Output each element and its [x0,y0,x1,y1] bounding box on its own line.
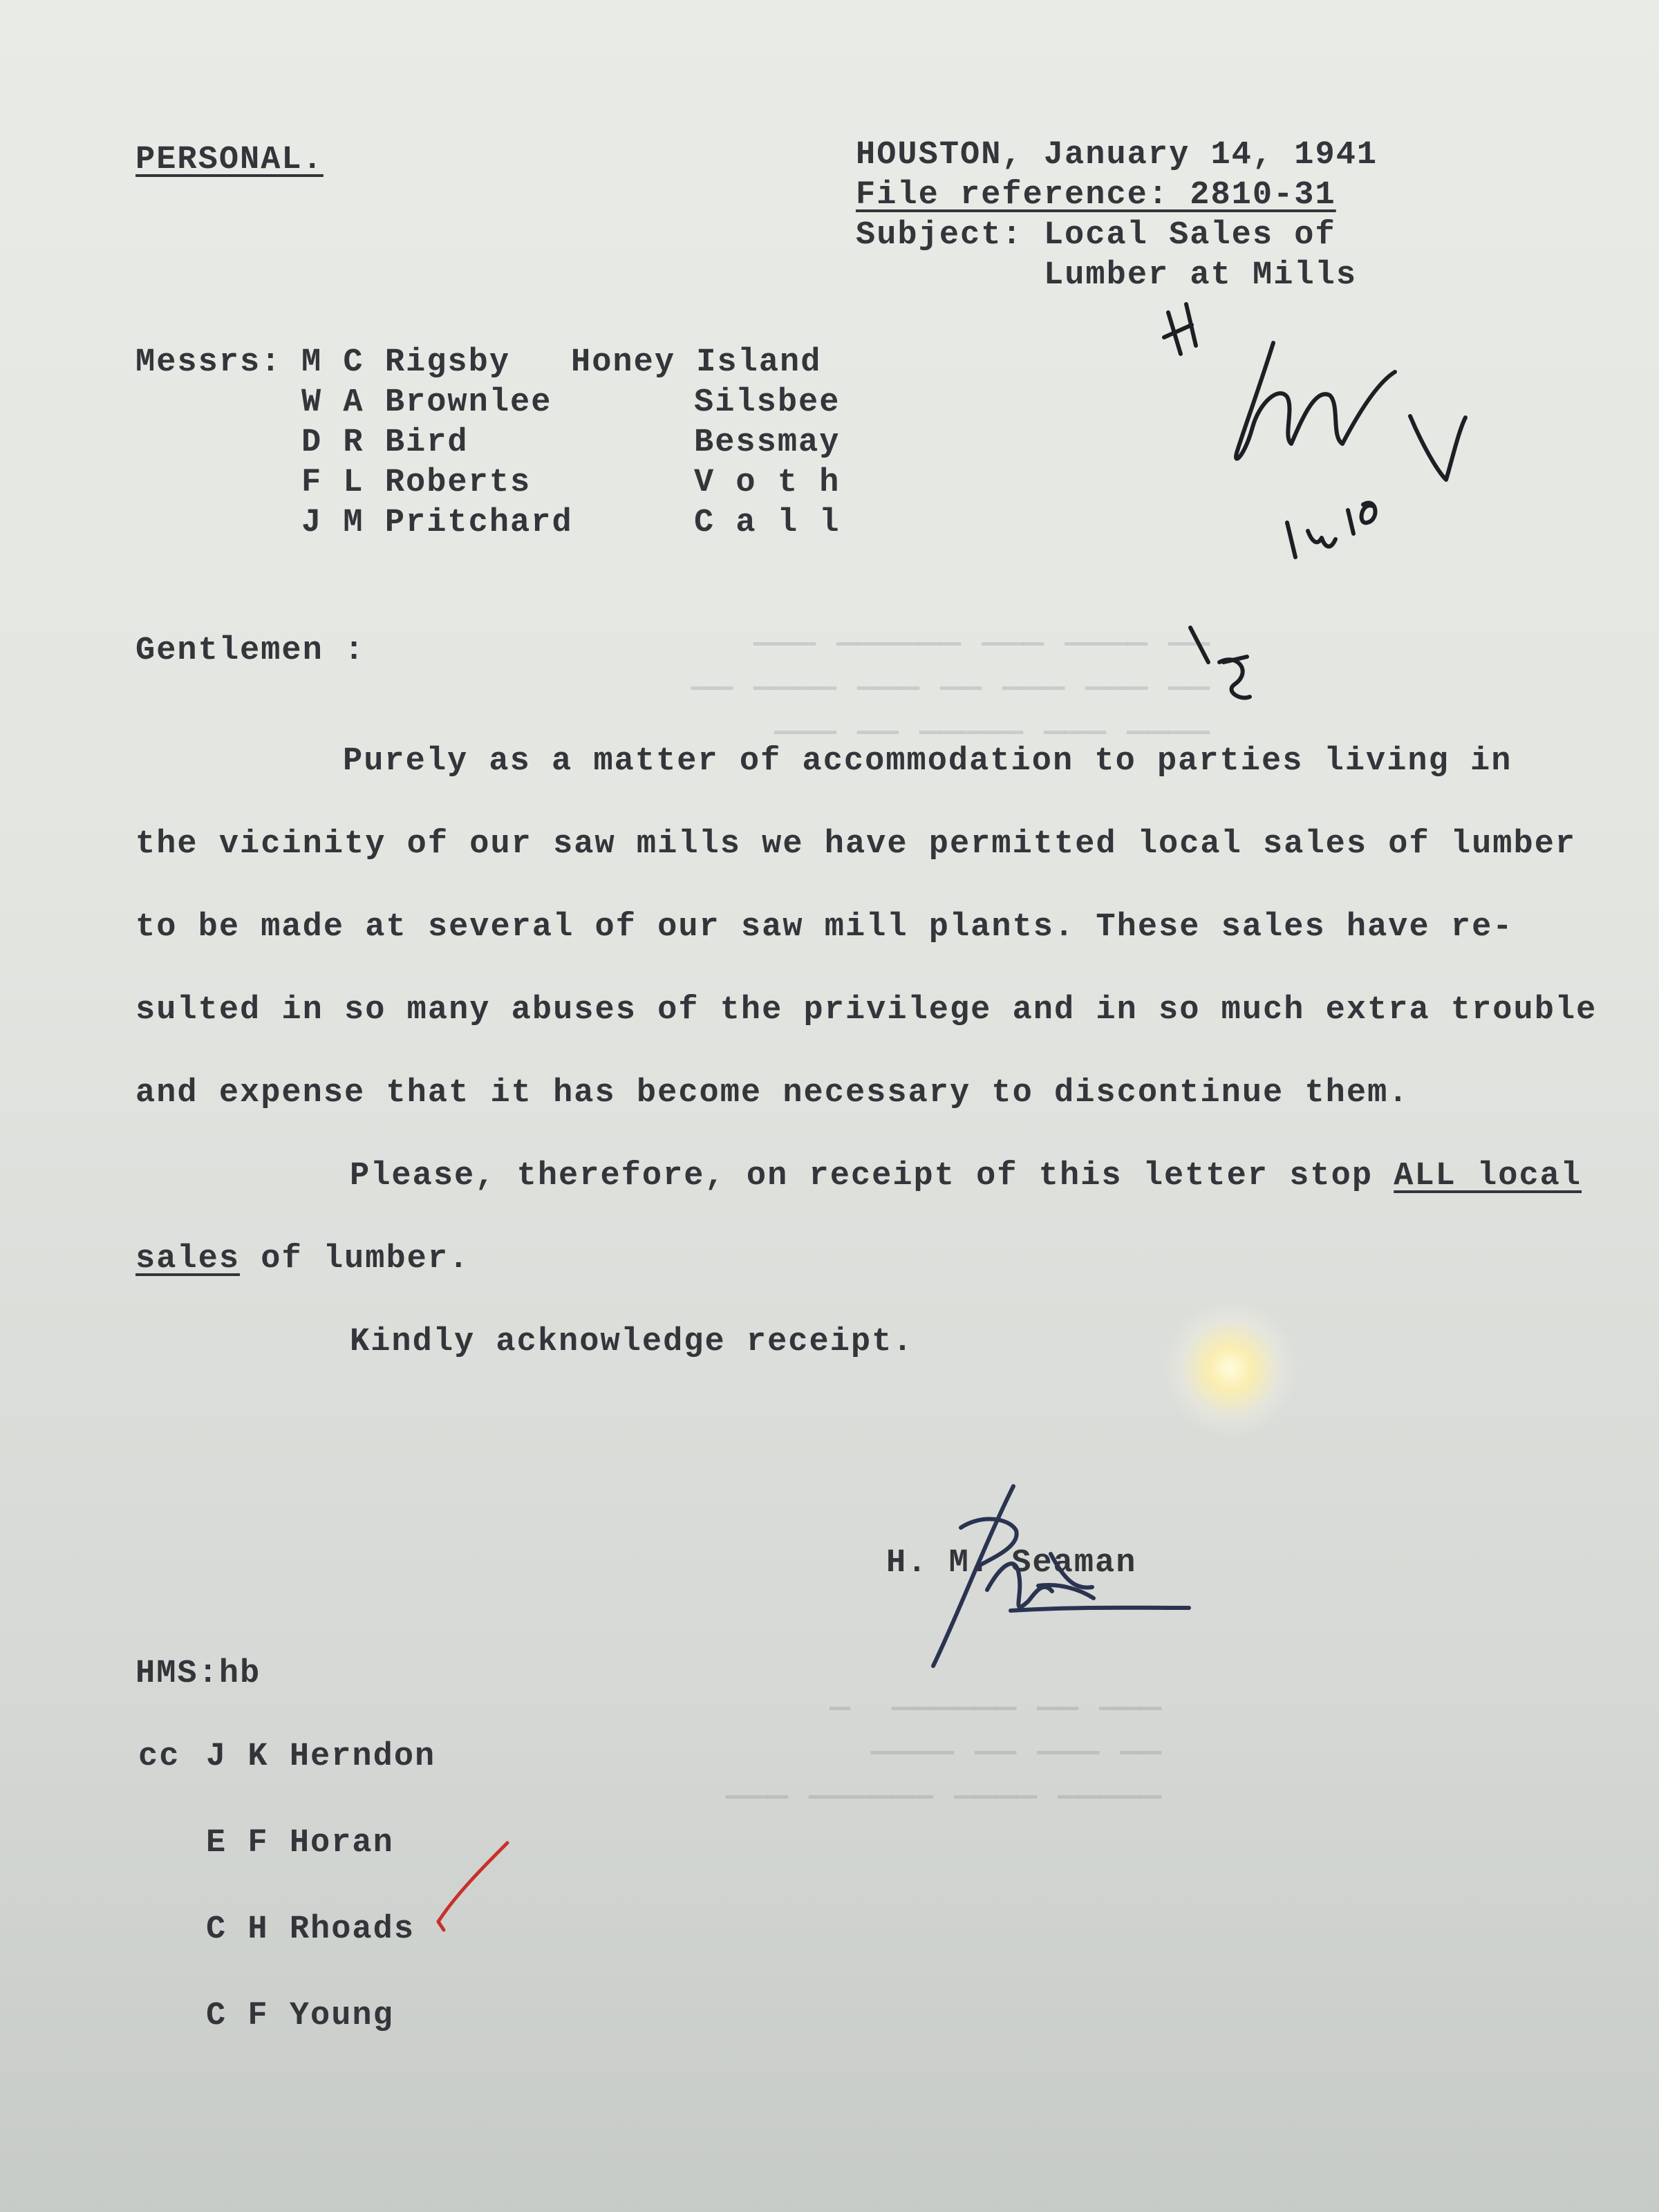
typed-signature-name: H. M. Seaman [886,1545,1137,1582]
handwritten-annotation-icon [1164,304,1465,697]
salutation: Gentlemen : [135,632,366,669]
red-check-mark-icon [438,1843,507,1930]
underlined-emphasis: sales [135,1241,241,1277]
typist-initials: HMS:hb [135,1656,261,1692]
body-text: Please, therefore, on receipt of this letter stop [350,1158,1394,1194]
underlined-emphasis: ALL local [1394,1158,1582,1194]
cc-prefix: cc [138,1738,180,1775]
addressee-name: D R Bird [301,424,469,461]
body-line: Purely as a matter of accommodation to parties living in [343,743,1512,780]
addressee-name: M C Rigsby [301,344,511,381]
cc-name: J K Herndon [206,1738,436,1775]
place-date: HOUSTON, January 14, 1941 [856,137,1378,174]
body-line: Kindly acknowledge receipt. [350,1324,914,1360]
signature-mark-icon [933,1486,1189,1666]
addressee-place: Honey Island [571,344,822,381]
subject-line-1: Subject: Local Sales of [856,217,1336,254]
cc-name: C F Young [206,1998,394,2034]
body-line: sulted in so many abuses of the privilege and in so much extra trouble [135,992,1597,1029]
file-reference: File reference: 2810-31 [856,177,1336,214]
personal-label: PERSONAL. [135,142,324,178]
addressee-name: J M Pritchard [301,505,573,541]
addressee-place: Silsbee [694,384,841,421]
messrs-prefix: Messrs: [135,344,282,381]
body-line: and expense that it has become necessary to discontinue them. [135,1075,1409,1112]
body-line: to be made at several of our saw mill plants. These sales have re- [135,909,1514,946]
addressee-place: V o t h [694,465,841,501]
body-text: of lumber. [240,1241,470,1277]
letter-page: —— ———— ——— —————— ——— —— ——— ——— —— ——— ———— —— ———— ——— ————— —— ——— ——— —— —————— — —— ——— —— ———— ————— ———— —————— ——— PERSONAL. HOUSTON, January 14, 1941 File reference: 2810-31 Subject: Local Sales of Lumber at Mills Messrs: M C Rigsby W A Brownlee D R Bird F L Roberts J M Pritchard Honey Island Silsbee Bessmay V o t h C a l l Gentlemen : Purely as a matter of accommodation to parties living in the vicinity of our saw mills we have permitted local sales of lumber to be made at several of our saw mill plants. These sales have re- sulted in so many abuses of the privilege and in so much extra trouble and expense that it has become necessary to discontinue them. Please, therefore, on receipt of this letter stop ALL local sales of lumber. Kindly acknowledge receipt. H. M. Seaman HMS:hb cc J K Herndon E F Horan C H Rhoads C F Young [0,0,1659,2212]
addressee-place: Bessmay [694,424,841,461]
addressee-name: F L Roberts [301,465,532,501]
subject-line-2: Lumber at Mills [1044,257,1358,294]
cc-name: C H Rhoads [206,1911,415,1948]
cc-name: E F Horan [206,1825,394,1862]
body-line: the vicinity of our saw mills we have permitted local sales of lumber [135,826,1577,863]
addressee-place: C a l l [694,505,841,541]
addressee-name: W A Brownlee [301,384,552,421]
